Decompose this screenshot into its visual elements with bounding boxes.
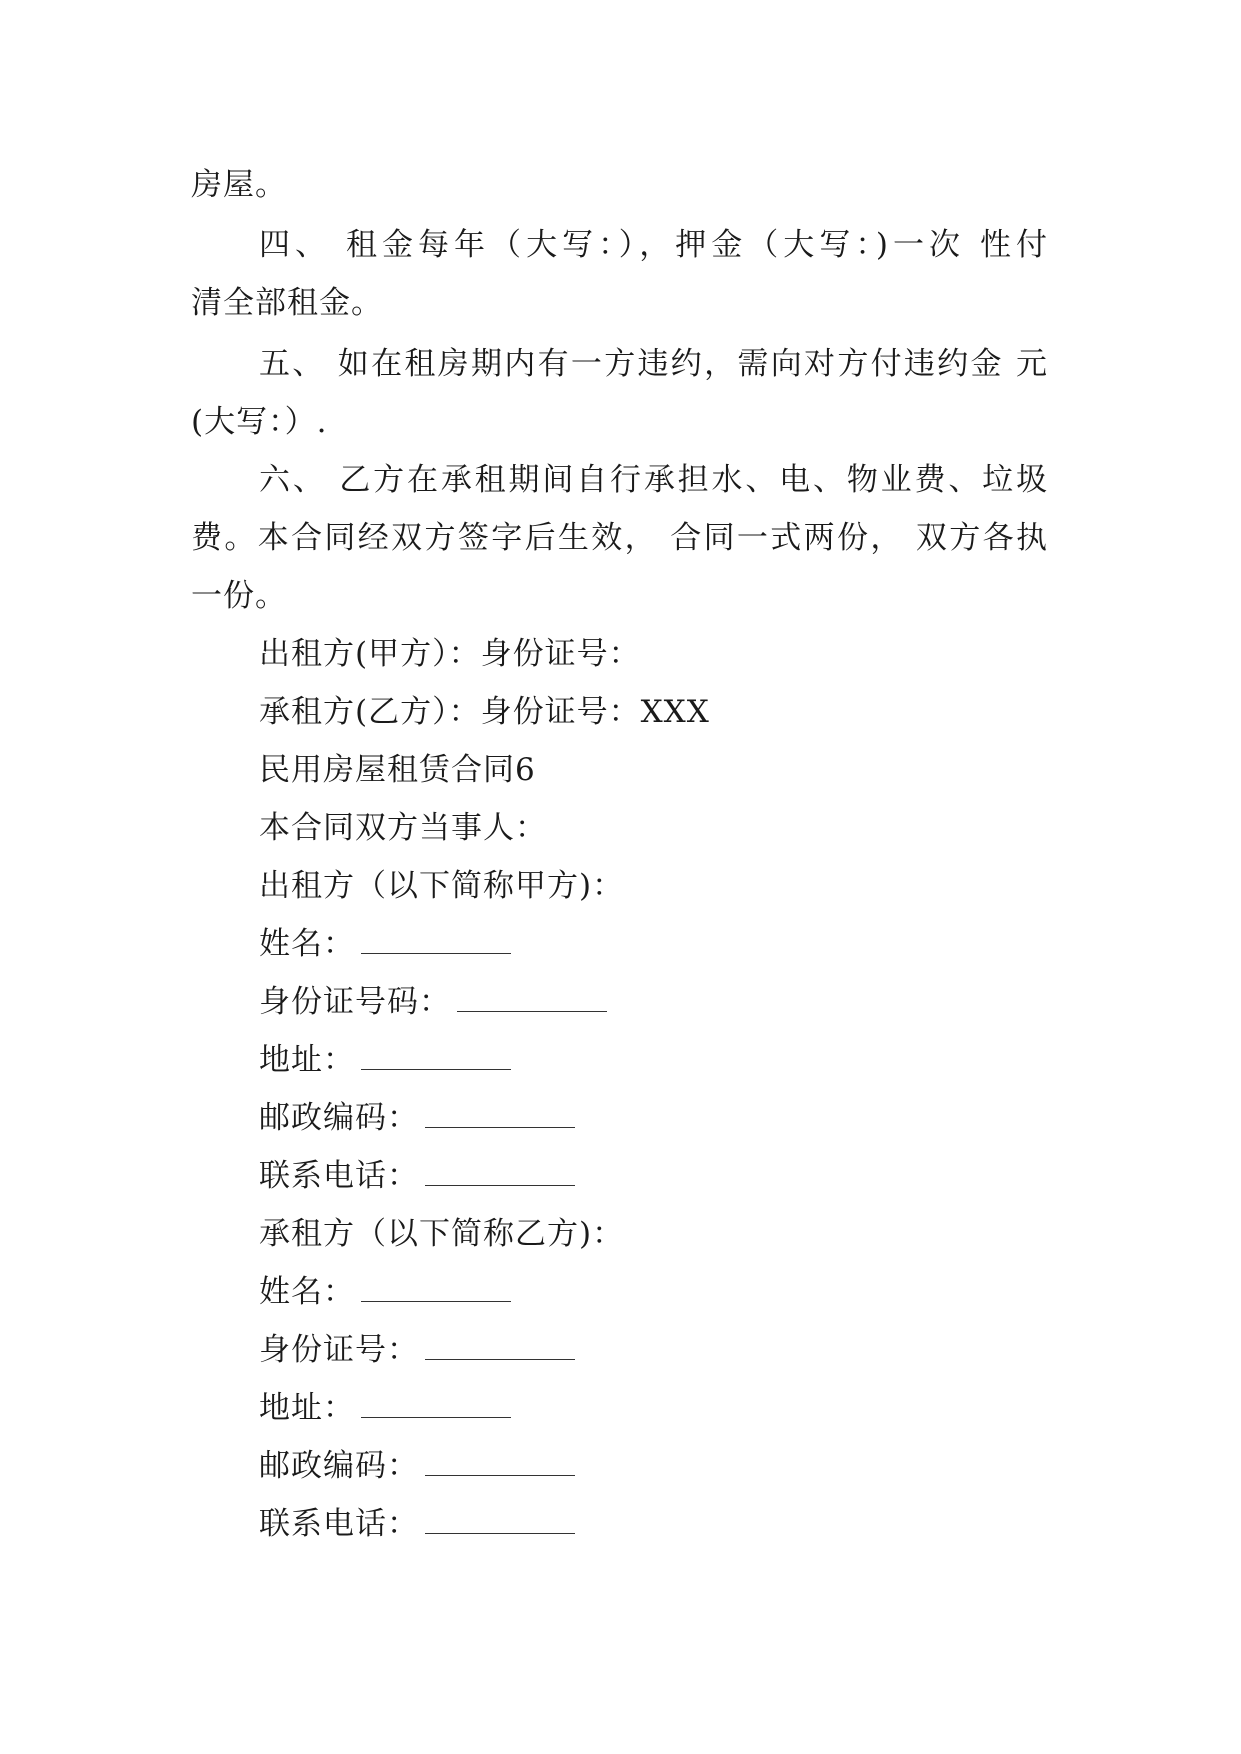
- field-label: 地址：: [259, 1042, 355, 1078]
- blank-underline: [425, 1507, 575, 1534]
- party-a-address-field: [259, 1040, 511, 1080]
- field-label: 联系电话：: [259, 1158, 419, 1194]
- field-label: 联系电话：: [259, 1506, 419, 1542]
- clause-5-line-1: 五、 如在租房期内有一方违约，需向对方付违约金 元: [259, 346, 1048, 382]
- blank-underline: [457, 985, 607, 1012]
- party-b-phone-field: [259, 1504, 575, 1544]
- party-b-heading: 承租方（以下简称乙方)：: [259, 1216, 625, 1252]
- clause-4-line-1: 四、 租金每年（大写：），押金（大写：)一次 性付: [259, 227, 1048, 263]
- field-label: 姓名：: [259, 926, 355, 962]
- text-line-1: 房屋。: [191, 167, 287, 203]
- party-b-postcode-field: [259, 1446, 575, 1486]
- clause-5-line-2: (大写：）.: [191, 404, 328, 440]
- party-a-id-field: [259, 982, 607, 1022]
- field-label: 身份证号码：: [259, 984, 451, 1020]
- blank-underline: [361, 1391, 511, 1418]
- party-a-name-field: [259, 924, 511, 964]
- blank-underline: [361, 1043, 511, 1070]
- blank-underline: [425, 1159, 575, 1186]
- clause-4-line-2: 清全部租金。: [191, 285, 383, 321]
- lessor-id-line: 出租方(甲方）：身份证号：: [259, 636, 641, 672]
- blank-underline: [425, 1101, 575, 1128]
- parties-heading: 本合同双方当事人：: [259, 810, 547, 846]
- field-label: 邮政编码：: [259, 1100, 419, 1136]
- party-b-name-field: [259, 1272, 511, 1312]
- clause-6-line-3: 一份。: [191, 578, 287, 614]
- blank-underline: [425, 1333, 575, 1360]
- blank-underline: [425, 1449, 575, 1476]
- party-b-id-field: [259, 1330, 575, 1370]
- field-label: 姓名：: [259, 1274, 355, 1310]
- field-label: 地址：: [259, 1390, 355, 1426]
- field-label: 邮政编码：: [259, 1448, 419, 1484]
- field-label: 身份证号：: [259, 1332, 419, 1368]
- party-a-heading: 出租方（以下简称甲方)：: [259, 868, 625, 904]
- clause-6-line-2: 费。本合同经双方签字后生效， 合同一式两份， 双方各执: [191, 520, 1048, 556]
- party-a-phone-field: [259, 1156, 575, 1196]
- blank-underline: [361, 927, 511, 954]
- party-a-postcode-field: [259, 1098, 575, 1138]
- contract-title: 民用房屋租赁合同6: [259, 752, 536, 788]
- party-b-address-field: [259, 1388, 511, 1428]
- blank-underline: [361, 1275, 511, 1302]
- lessee-id-line: 承租方(乙方）：身份证号：XXX: [259, 694, 710, 730]
- clause-6-line-1: 六、 乙方在承租期间自行承担水、电、物业费、垃圾: [259, 462, 1048, 498]
